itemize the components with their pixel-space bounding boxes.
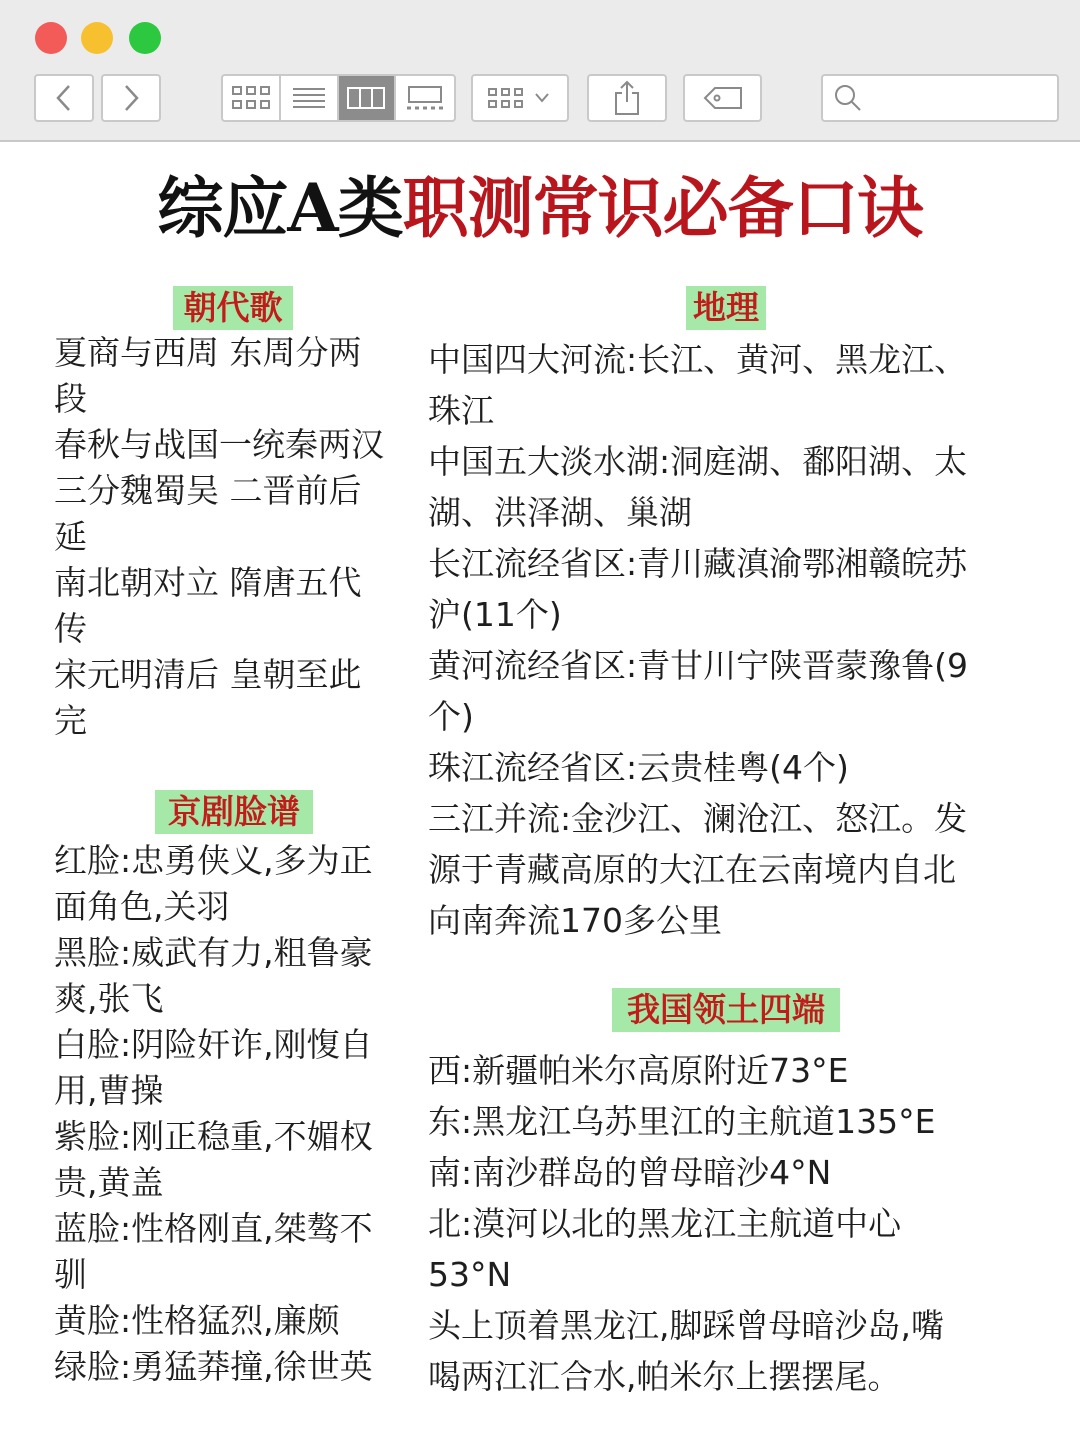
section-heading-territory: 我国领土四端: [612, 988, 840, 1032]
territory-list: [428, 1045, 1058, 1402]
opera-line: 红脸:忠勇侠义,多为正: [54, 841, 373, 880]
territory-line: 北:漠河以北的黑龙江主航道中心: [428, 1204, 902, 1243]
geography-list: [428, 334, 1058, 946]
close-button[interactable]: [35, 22, 67, 54]
grid-view-icon: [231, 85, 271, 111]
territory-line: 头上顶着黑龙江,脚踩曾母暗沙岛,嘴: [428, 1306, 944, 1345]
geography-line: 珠江流经省区:云贵桂粤(4个): [428, 748, 849, 787]
tag-icon: [703, 85, 743, 111]
dynasty-line: 夏商与西周 东周分两: [54, 333, 362, 372]
opera-line: 黄脸:性格猛烈,廉颇: [54, 1301, 340, 1340]
section-heading-opera: 京剧脸谱: [155, 790, 313, 834]
dynasty-rhyme: [54, 330, 414, 744]
dynasty-line: 宋元明清后 皇朝至此: [54, 655, 362, 694]
opera-line: 蓝脸:性格刚直,桀骜不: [54, 1209, 373, 1248]
section-heading-geography: 地理: [686, 286, 766, 330]
tag-button[interactable]: [683, 74, 762, 122]
list-view-button[interactable]: [281, 76, 339, 120]
title-part-black: 综应A类: [157, 169, 403, 247]
page-title: [0, 168, 1080, 248]
opera-line: 贵,黄盖: [54, 1163, 164, 1202]
window-titlebar: [0, 0, 1080, 142]
geography-line: 源于青藏高原的大江在云南境内自北: [428, 850, 956, 889]
geography-line: 长江流经省区:青川藏滇渝鄂湘赣皖苏: [428, 544, 968, 583]
dynasty-line: 传: [54, 609, 87, 648]
geography-line: 湖、洪泽湖、巢湖: [428, 493, 692, 532]
geography-line: 珠江: [428, 391, 494, 430]
opera-line: 用,曹操: [54, 1071, 164, 1110]
geography-line: 黄河流经省区:青甘川宁陕晋蒙豫鲁(9: [428, 646, 968, 685]
column-view-button[interactable]: [339, 76, 397, 120]
forward-button[interactable]: [101, 74, 161, 122]
territory-line: 西:新疆帕米尔高原附近73°E: [428, 1051, 849, 1090]
share-button[interactable]: [587, 74, 667, 122]
view-mode-segmented: [221, 74, 456, 122]
dynasty-line: 段: [54, 379, 87, 418]
back-button[interactable]: [34, 74, 94, 122]
share-icon: [612, 80, 642, 116]
dynasty-line: 完: [54, 701, 87, 740]
minimize-button[interactable]: [81, 22, 113, 54]
title-part-red: 职测常识必备口诀: [402, 169, 923, 247]
opera-line: 面角色,关羽: [54, 887, 230, 926]
opera-mask-list: [54, 838, 414, 1390]
dynasty-line: 春秋与战国一统秦两汉: [54, 425, 384, 464]
zoom-button[interactable]: [129, 22, 161, 54]
grid-view-button[interactable]: [223, 76, 281, 120]
territory-line: 南:南沙群岛的曾母暗沙4°N: [428, 1153, 832, 1192]
dynasty-line: 三分魏蜀吴 二晋前后: [54, 471, 362, 510]
geography-line: 三江并流:金沙江、澜沧江、怒江。发: [428, 799, 968, 838]
territory-line: 53°N: [428, 1255, 512, 1294]
opera-line: 黑脸:威武有力,粗鲁豪: [54, 933, 373, 972]
opera-line: 绿脸:勇猛莽撞,徐世英: [54, 1347, 373, 1386]
territory-line: 喝两江汇合水,帕米尔上摆摆尾。: [428, 1357, 901, 1396]
group-menu-button[interactable]: [471, 74, 569, 122]
back-icon: [53, 83, 75, 113]
forward-icon: [120, 83, 142, 113]
chevron-down-icon: [531, 85, 553, 111]
geography-line: 向南奔流170多公里: [428, 901, 722, 940]
opera-line: 紫脸:刚正稳重,不媚权: [54, 1117, 373, 1156]
gallery-view-icon: [405, 85, 445, 111]
column-view-icon: [347, 86, 385, 110]
opera-line: 爽,张飞: [54, 979, 164, 1018]
geography-line: 个): [428, 697, 474, 736]
group-icon: [487, 85, 527, 111]
geography-line: 中国五大淡水湖:洞庭湖、鄱阳湖、太: [428, 442, 968, 481]
dynasty-line: 延: [54, 517, 87, 556]
search-field[interactable]: [821, 74, 1059, 122]
geography-line: 沪(11个): [428, 595, 562, 634]
gallery-view-button[interactable]: [396, 76, 454, 120]
geography-line: 中国四大河流:长江、黄河、黑龙江、: [428, 340, 968, 379]
dynasty-line: 南北朝对立 隋唐五代: [54, 563, 362, 602]
section-heading-dynasty: 朝代歌: [173, 286, 293, 330]
list-view-icon: [292, 86, 326, 110]
territory-line: 东:黑龙江乌苏里江的主航道135°E: [428, 1102, 936, 1141]
opera-line: 驯: [54, 1255, 87, 1294]
opera-line: 白脸:阴险奸诈,刚愎自: [54, 1025, 373, 1064]
search-icon: [833, 83, 863, 113]
